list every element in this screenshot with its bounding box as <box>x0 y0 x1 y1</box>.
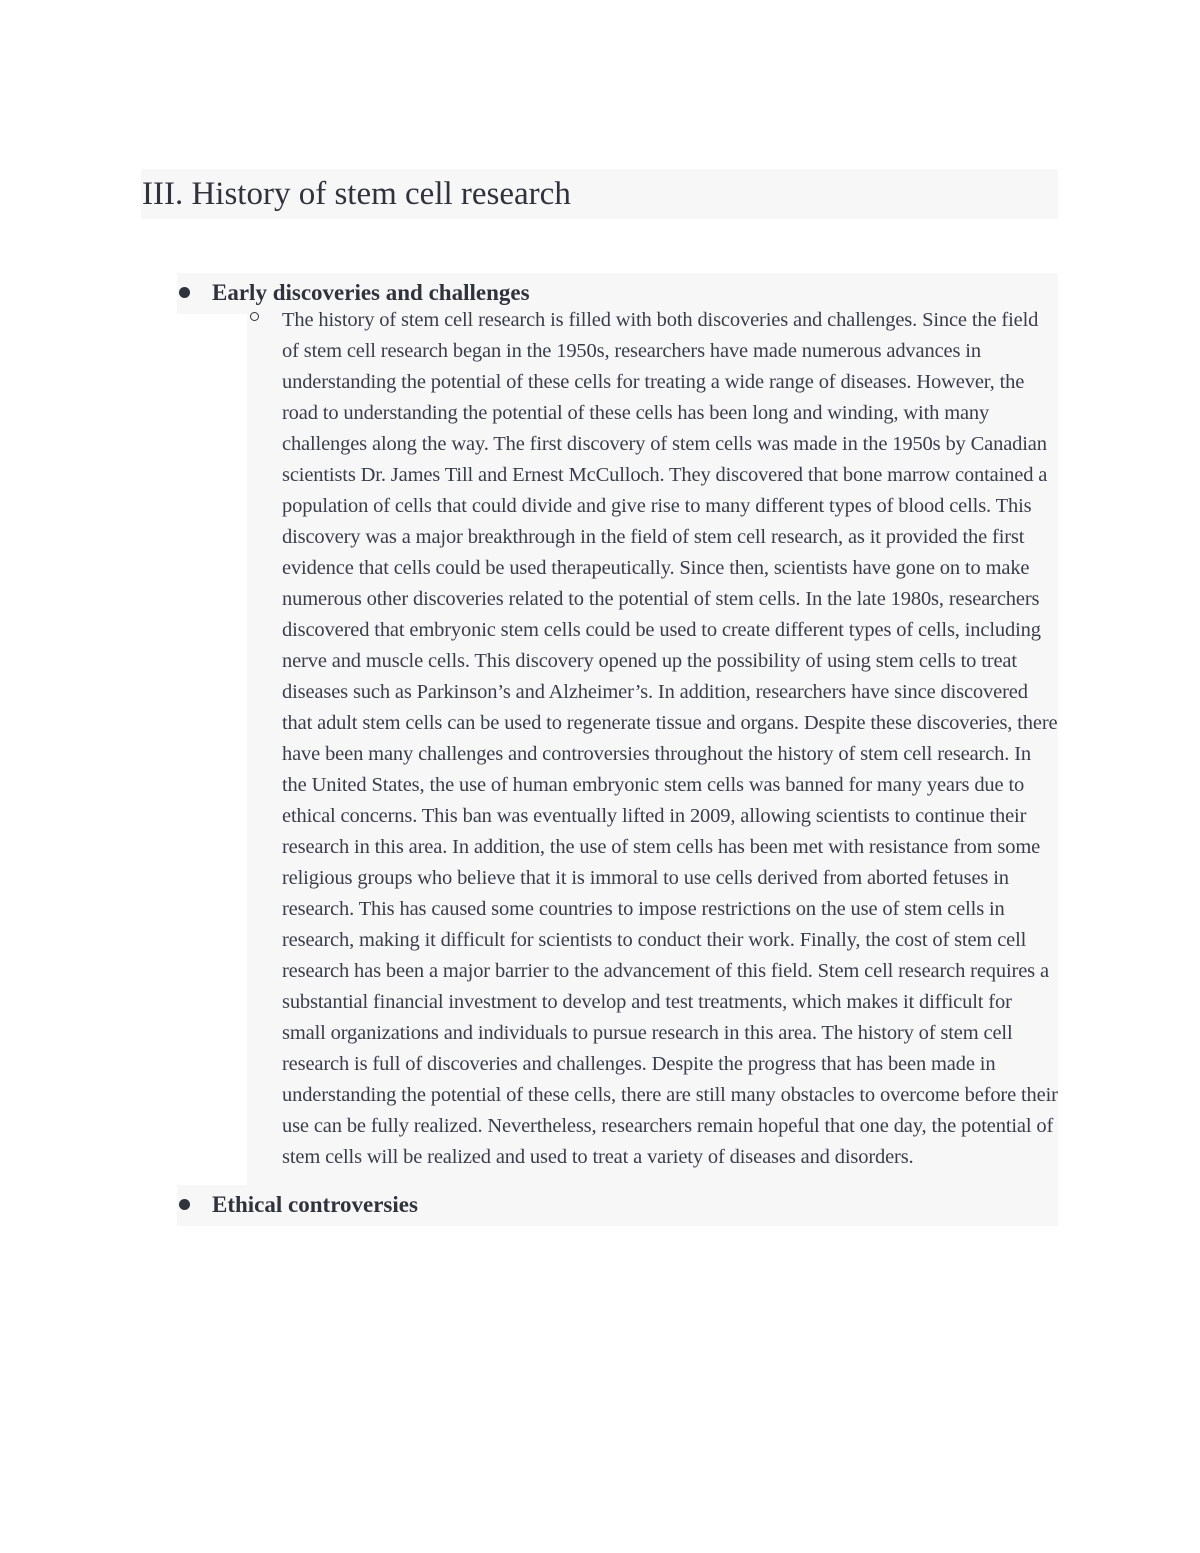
sub-item-paragraph: The history of stem cell research is filled with both discoveries and challenges. Since the field of stem cell research began in the 1950s, researchers have made numerous advances in understanding the potential of these cells for treating a wide range of diseases. However, the road to understanding the potential of these cells has been long and winding, with many challenges along the way. The first discovery of stem cells was made in the 1950s by Canadian scientists Dr. James Till and Ernest McCulloch. They discovered that bone marrow contained a population of cells that could divide and give rise to many different types of blood cells. This discovery was a major breakthrough in the field of stem cell research, as it provided the first evidence that cells could be used therapeutically. Since then, scientists have gone on to make numerous other discoveries related to the potential of stem cells. In the late 1980s, researchers discovered that embryonic stem cells could be used to create different types of cells, including nerve and muscle cells. This discovery opened up the possibility of using stem cells to treat diseases such as Parkinson’s and Alzheimer’s. In addition, researchers have since discovered that adult stem cells can be used to regenerate tissue and organs. Despite these discoveries, there have been many challenges and controversies throughout the history of stem cell research. In the United States, the use of human embryonic stem cells was banned for many years due to ethical concerns. This ban was eventually lifted in 2009, allowing scientists to continue their research in this area. In addition, the use of stem cells has been met with resistance from some religious groups who believe that it is immoral to use cells derived from aborted fetuses in research. This has caused some countries to impose restrictions on the use of stem cells in research, making it difficult for scientists to conduct their work. Finally, the cost of stem cell research has been a major barrier to the advancement of this field. Stem cell research requires a substantial financial investment to develop and test treatments, which makes it difficult for small organizations and individuals to pursue research in this area. The history of stem cell research is full of discoveries and challenges. Despite the progress that has been made in understanding the potential of these cells, there are still many obstacles to overcome before their use can be fully realized. Nevertheless, researchers remain hopeful that one day, the potential of stem cells will be realized and used to treat a variety of diseases and disorders. <box>282 309 1058 1168</box>
outline-item-early-discoveries <box>177 273 1058 1185</box>
hollow-bullet-icon <box>250 312 259 321</box>
sub-item <box>247 305 1058 1185</box>
filled-bullet-icon <box>179 287 190 298</box>
bullet-label: Ethical controversies <box>212 1192 418 1217</box>
filled-bullet-icon <box>179 1199 190 1210</box>
outline-item-ethical-controversies <box>177 1185 1058 1226</box>
outline-list <box>177 273 1058 1226</box>
bullet-label: Early discoveries and challenges <box>212 280 530 305</box>
bullet-row <box>177 1185 1058 1226</box>
section-heading: III. History of stem cell research <box>141 169 1058 219</box>
